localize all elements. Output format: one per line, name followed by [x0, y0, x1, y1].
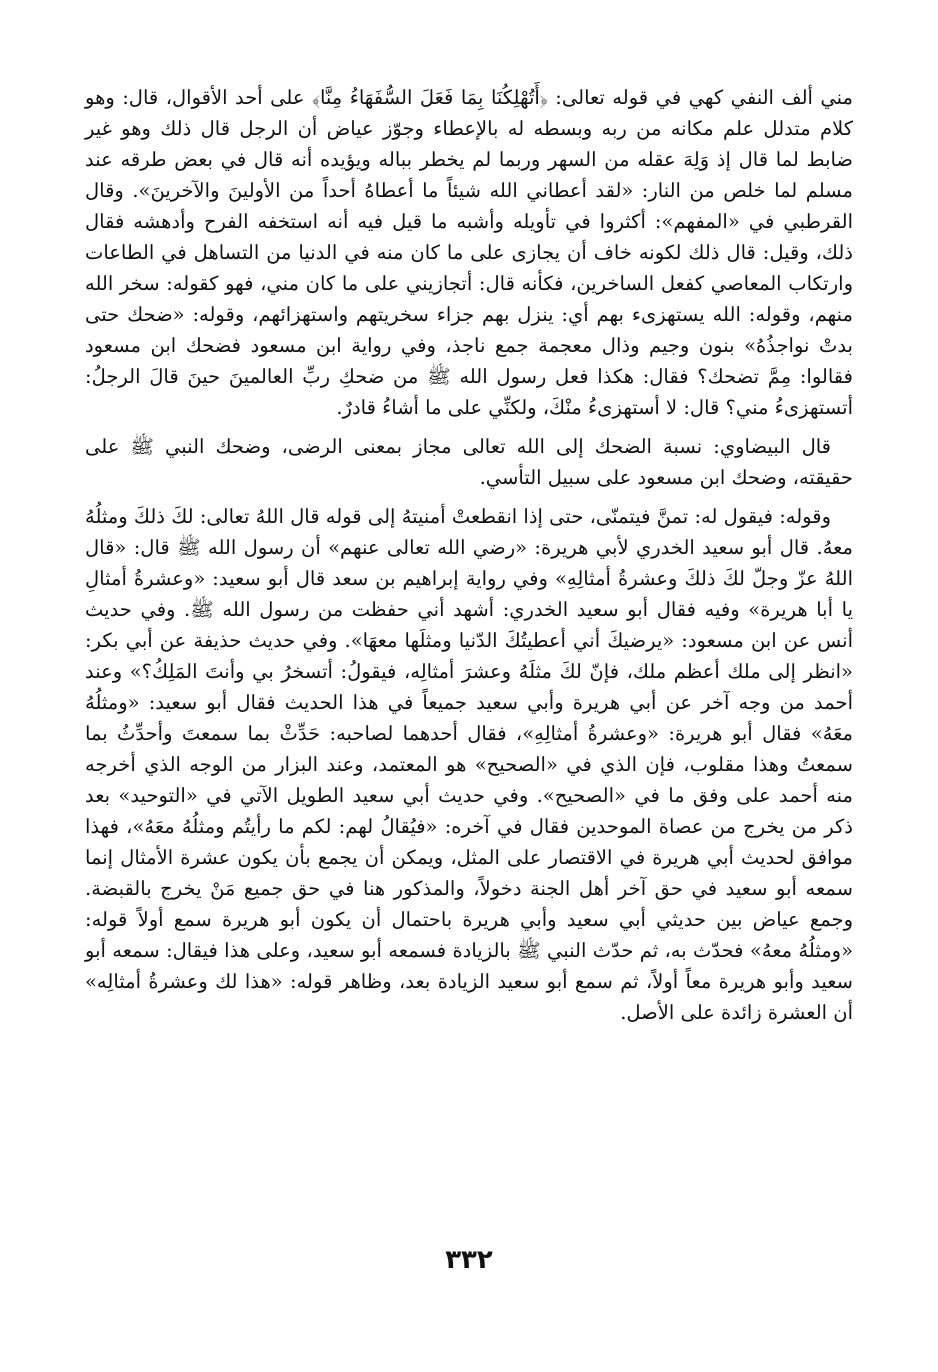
page-number: ٣٣٢ [445, 1245, 493, 1275]
paragraph-1: مني ألف النفي كهي في قوله تعالى: ﴿أَتُهْلِكُنَا بِمَا فَعَلَ السُّفَهَاءُ مِنَّا﴾ على أحد الأقوال، قال: وهو كلام متدلل علم مكانه من ربه وبسطه له بالإعطاء وجوّز عياض أن الرجل قال ذلك وهو غير ضابط لما قال إذ وَلِهَ عقله من السهر وربما لم يخطر بباله ويؤيده أنه قال في بعض طرقه عند مسلم لما خلص من النار: «لقد أعطاني الله شيئاً ما أعطاهُ أحداً من الأولينَ والآخرينَ». وقال القرطبي في «المفهم»: أكثروا في تأويله وأشبه ما قيل فيه أنه استخفه الفرح وأدهشه فقال ذلك، وقيل: قال ذلك لكونه خاف أن يجازى على ما كان منه في الدنيا من التساهل في الطاعات وارتكاب المعاصي كفعل الساخرين، فكأنه قال: أتجازيني على ما كان مني، فهو كقوله: سخر الله منهم، وقوله: الله يستهزىء بهم أي: ينزل بهم جزاء سخريتهم واستهزائهم، وقوله: «ضحك حتى بدتْ نواجذُهُ» بنون وجيم وذال معجمة جمع ناجذ، وفي رواية ابن مسعود فضحك ابن مسعود فقالوا: مِمَّ تضحك؟ فقال: هكذا فعل رسول الله ﷺ من ضحكِ ربِّ العالمينَ حينَ قالَ الرجلُ: أتستهزىءُ مني؟ قال: لا أستهزىءُ منْكَ، ولكنِّي على ما أشاءُ قادرٌ. [85, 86, 853, 419]
paragraph-3: وقوله: فيقول له: تمنَّ فيتمنّى، حتى إذا انقطعتْ أمنيتهُ إلى قوله قال اللهُ تعالى: لكَ ذلكَ ومثلُهُ معهُ. قال أبو سعيد الخدري لأبي هريرة: «رضي الله تعالى عنهم» أن رسول الله ﷺ قال: «قال اللهُ عزّ وجلّ لكَ ذلكَ وعشرةُ أمثالِهِ» وفي رواية إبراهيم بن سعد قال أبو سعيد: «وعشرةُ أمثالِ يا أبا هريرة» وفيه فقال أبو سعيد الخدري: أشهد أني حفظت من رسول الله ﷺ. وفي حديث أنس عن ابن مسعود: «يرضيكَ أني أعطيتُكَ الدّنيا ومثلَها معهَا». وفي حديث حذيفة عن أبي بكر: «انظر إلى ملك أعظم ملك، فإنّ لكَ مثلَهُ وعشرَ أمثالِه، فيقولُ: أتسخرُ بي وأنتَ المَلِكُ؟» وعند أحمد من وجه آخر عن أبي هريرة وأبي سعيد جميعاً في هذا الحديث فقال أبو سعيد: «ومثلُهُ معَهُ» فقال أبو هريرة: «وعشرةُ أمثالِهِ»، فقال أحدهما لصاحبه: حَدِّثْ بما سمعتَ وأحدِّثُ بما سمعتُ وهذا مقلوب، فإن الذي في «الصحيح» هو المعتمد، وعند البزار من الوجه الذي أخرجه منه أحمد على وفق ما في «الصحيح». وفي حديث أبي سعيد الطويل الآتي في «التوحيد» بعد ذكر من يخرج من عصاة الموحدين فقال في آخره: «فيُقالُ لهم: لكم ما رأيتُم ومثلُهُ معَهُ»، فهذا موافق لحديث أبي هريرة في الاقتصار على المثل، ويمكن أن يجمع بأن يكون عشرة الأمثال إنما سمعه أبو سعيد في حق آخر أهل الجنة دخولاً، والمذكور هنا في حق جميع مَنْ يخرج بالقبضة. وجمع عياض بين حديثي أبي سعيد وأبي هريرة باحتمال أن يكون أبو هريرة سمع أولاً قوله: «ومثلُهُ معهُ» فحدّث به، ثم حدّث النبي ﷺ بالزيادة فسمعه أبو سعيد، وعلى هذا فيقال: سمعه أبو سعيد وأبو هريرة معاً أولاً، ثم سمع أبو سعيد الزيادة بعد، وظاهر قوله: «هذا لك وعشرةُ أمثالِه» أن العشرة زائدة على الأصل. [85, 505, 853, 1024]
paragraph-2: قال البيضاوي: نسبة الضحك إلى الله تعالى مجاز بمعنى الرضى، وضحك النبي ﷺ على حقيقته، وضحك ابن مسعود على سبيل التأسي. [85, 435, 853, 489]
page-body [85, 82, 853, 1028]
